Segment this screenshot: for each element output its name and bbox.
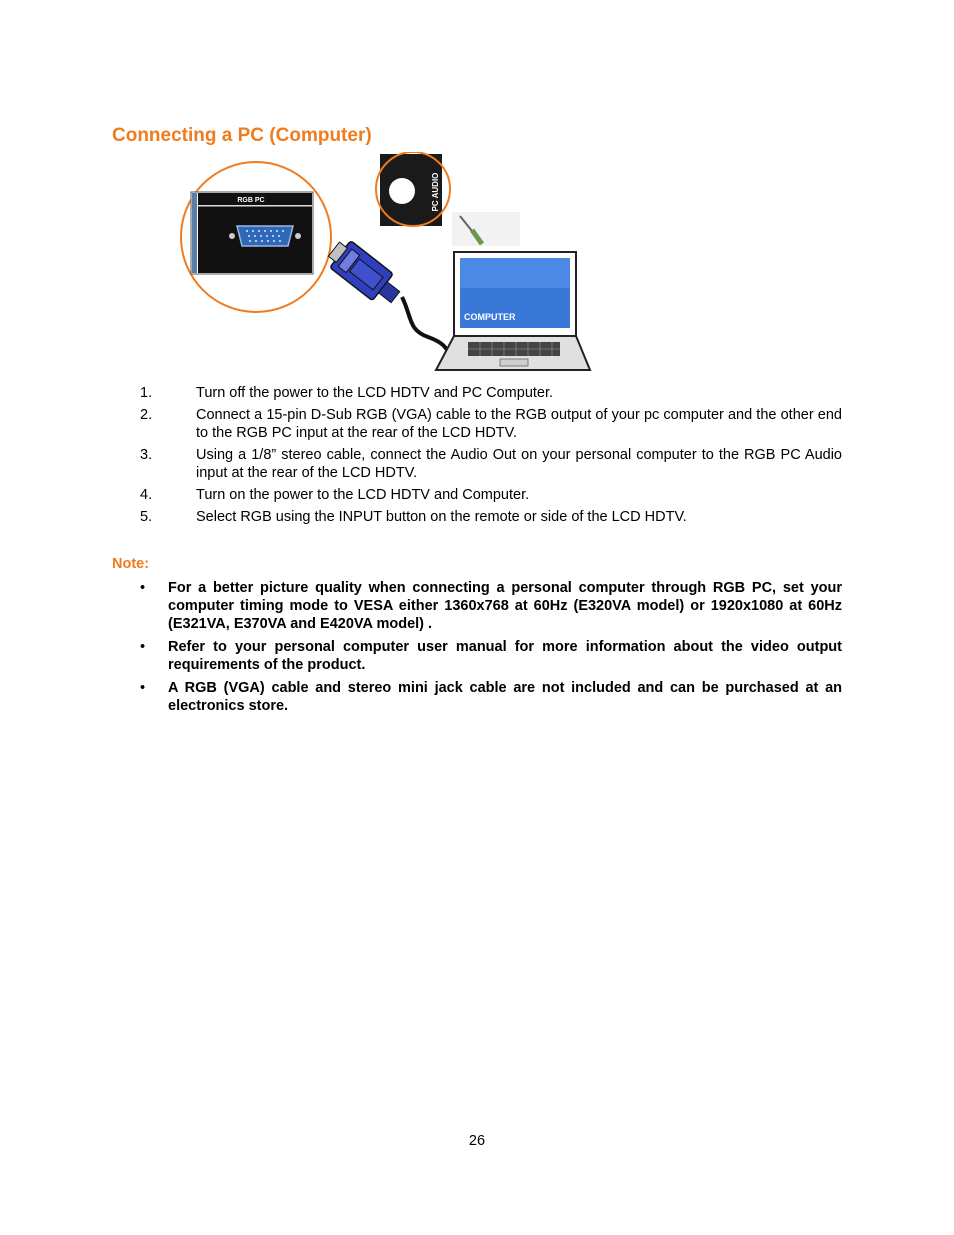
list-item bbox=[140, 579, 842, 633]
bullet: • bbox=[140, 639, 146, 655]
list-item bbox=[140, 679, 842, 715]
list-item bbox=[140, 446, 842, 482]
stereo-mini-jack-icon bbox=[452, 212, 520, 246]
step-text: Select RGB using the INPUT button on the remote or side of the LCD HDTV. bbox=[196, 509, 687, 525]
step-number: 2. bbox=[140, 407, 153, 423]
note-text: Refer to your personal computer user manual for more information about the video output requirements of the product. bbox=[168, 639, 842, 673]
step-text: Turn on the power to the LCD HDTV and Computer. bbox=[196, 487, 530, 503]
page-number: 26 bbox=[468, 1133, 486, 1149]
list-item bbox=[140, 406, 842, 442]
pc-audio-label: PC AUDIO bbox=[431, 172, 440, 212]
step-number: 5. bbox=[140, 509, 153, 525]
step-number: 4. bbox=[140, 487, 153, 503]
step-text: Connect a 15-pin D-Sub RGB (VGA) cable to the RGB output of your pc computer and the other end to the RGB PC input at the rear of the LCD HDTV. bbox=[196, 407, 842, 441]
laptop-computer-icon bbox=[436, 252, 590, 370]
step-text: Using a 1/8” stereo cable, connect the Audio Out on your personal computer to the RGB PC Audio input at the rear of the LCD HDTV. bbox=[196, 447, 842, 481]
page-title: Connecting a PC (Computer) bbox=[112, 125, 372, 146]
list-item bbox=[140, 384, 842, 402]
bullet: • bbox=[140, 580, 146, 596]
rgb-pc-panel-callout bbox=[181, 162, 331, 312]
connection-diagram bbox=[180, 152, 600, 377]
note-text: A RGB (VGA) cable and stereo mini jack cable are not included and can be purchased at an electronics store. bbox=[168, 680, 842, 714]
step-list bbox=[140, 384, 842, 530]
note-label: Note: bbox=[112, 556, 150, 572]
pc-audio-panel-callout bbox=[376, 152, 450, 226]
rgb-pc-label: RGB PC bbox=[237, 197, 265, 204]
step-number: 1. bbox=[140, 385, 153, 401]
list-item bbox=[140, 486, 842, 504]
vga-cable-icon bbox=[323, 236, 452, 362]
list-item bbox=[140, 638, 842, 674]
computer-label: COMPUTER bbox=[464, 312, 516, 322]
step-number: 3. bbox=[140, 447, 153, 463]
note-list bbox=[140, 579, 842, 720]
note-text: For a better picture quality when connecting a personal computer through RGB PC, set your computer timing mode to VESA either 1360x768 at 60Hz (E320VA model) or 1920x1080 at 60Hz (E321VA, E370VA and E420VA model) . bbox=[168, 580, 842, 632]
list-item bbox=[140, 508, 842, 526]
step-text: Turn off the power to the LCD HDTV and PC Computer. bbox=[196, 385, 554, 401]
bullet: • bbox=[140, 680, 146, 696]
